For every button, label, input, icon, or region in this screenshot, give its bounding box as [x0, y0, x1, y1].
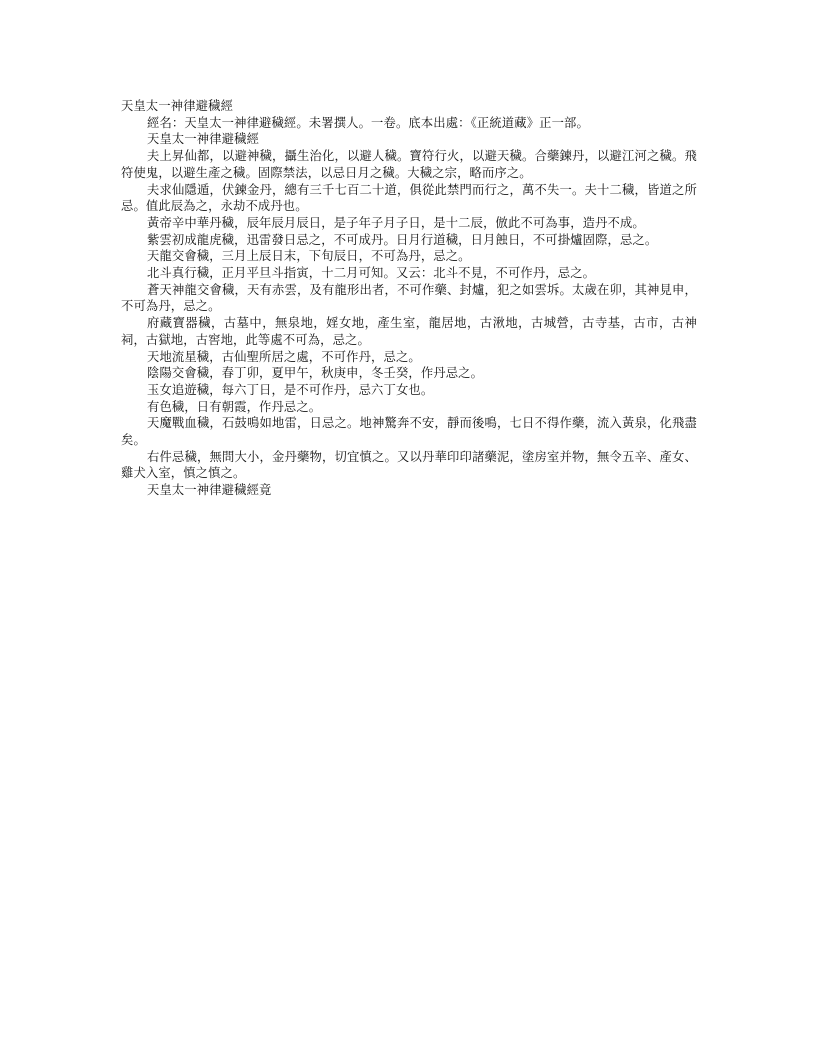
document-title: 天皇太一神律避穢經: [121, 99, 234, 113]
document-body: [121, 98, 697, 499]
paragraph: 右件忌穢，無問大小，金丹藥物，切宜慎之。又以丹華印印諸藥泥，塗房室并物，無令五辛、產女、雞犬入室，慎之慎之。: [121, 449, 697, 481]
paragraph: 夫上昇仙都，以避神穢，攝生治化，以避人穢。寶符行火，以避天穢。合藥鍊丹，以避江河之穢。飛符使鬼，以避生產之穢。固際禁法，以忌日月之穢。大穢之宗，略而序之。: [121, 149, 697, 180]
paragraph: 黃帝辛中華丹穢，辰年辰月辰日，是子年子月子日，是十二辰，倣此不可為事，造丹不成。: [147, 215, 645, 230]
paragraph: 府藏寶器穢，古墓中，無泉地，婬女地，產生室，龍居地，古湫地，古城營，古寺基，古市，古神祠，古獄地，古窖地，此等處不可為，忌之。: [121, 316, 697, 347]
paragraph: 蒼天神龍交會穢，天有赤雲，及有龍形出者，不可作藥、封爐，犯之如雲坼。太歲在卯，其神見申，不可為丹，忌之。: [121, 282, 697, 314]
paragraph: 紫雲初成龍虎穢，迅雷發日忌之，不可成丹。日月行道穢，日月蝕日，不可掛爐固際，忌之。: [147, 232, 658, 247]
paragraph: 天地流星穢，古仙聖所居之處，不可作丹，忌之。: [147, 349, 421, 364]
paragraph: 有色穢，日有朝霞，作丹忌之。: [147, 399, 322, 414]
paragraph: 天魔戰血穢，石鼓鳴如地雷，日忌之。地神驚奔不安，靜而後鳴，七日不得作藥，流入黃泉，化飛盡矣。: [121, 416, 697, 448]
paragraph: 夫求仙隱遁，伏鍊金丹，總有三千七百二十道，俱從此禁門而行之，萬不失一。夫十二穢，皆道之所忌。值此辰為之，永劫不成丹也。: [121, 182, 697, 214]
document-meta: 經名：天皇太一神律避穢經。未署撰人。一卷。底本出處：《正統道藏》正一部。: [147, 115, 589, 130]
paragraph: 北斗真行穢，正月平旦斗指寅，十二月可知。又云：北斗不見，不可作丹，忌之。: [147, 266, 596, 281]
document-ending: 天皇太一神律避穢經竟: [147, 483, 272, 498]
paragraph: 天龍交會穢，三月上辰日末，下旬辰日，不可為丹，忌之。: [147, 249, 471, 264]
document-subtitle: 天皇太一神律避穢經: [147, 132, 260, 147]
paragraph: 玉女追遊穢，每六丁日，是不可作丹，忌六丁女也。: [147, 382, 434, 397]
paragraph: 陰陽交會穢，春丁卯，夏甲午，秋庚申，冬壬癸，作丹忌之。: [147, 366, 484, 381]
